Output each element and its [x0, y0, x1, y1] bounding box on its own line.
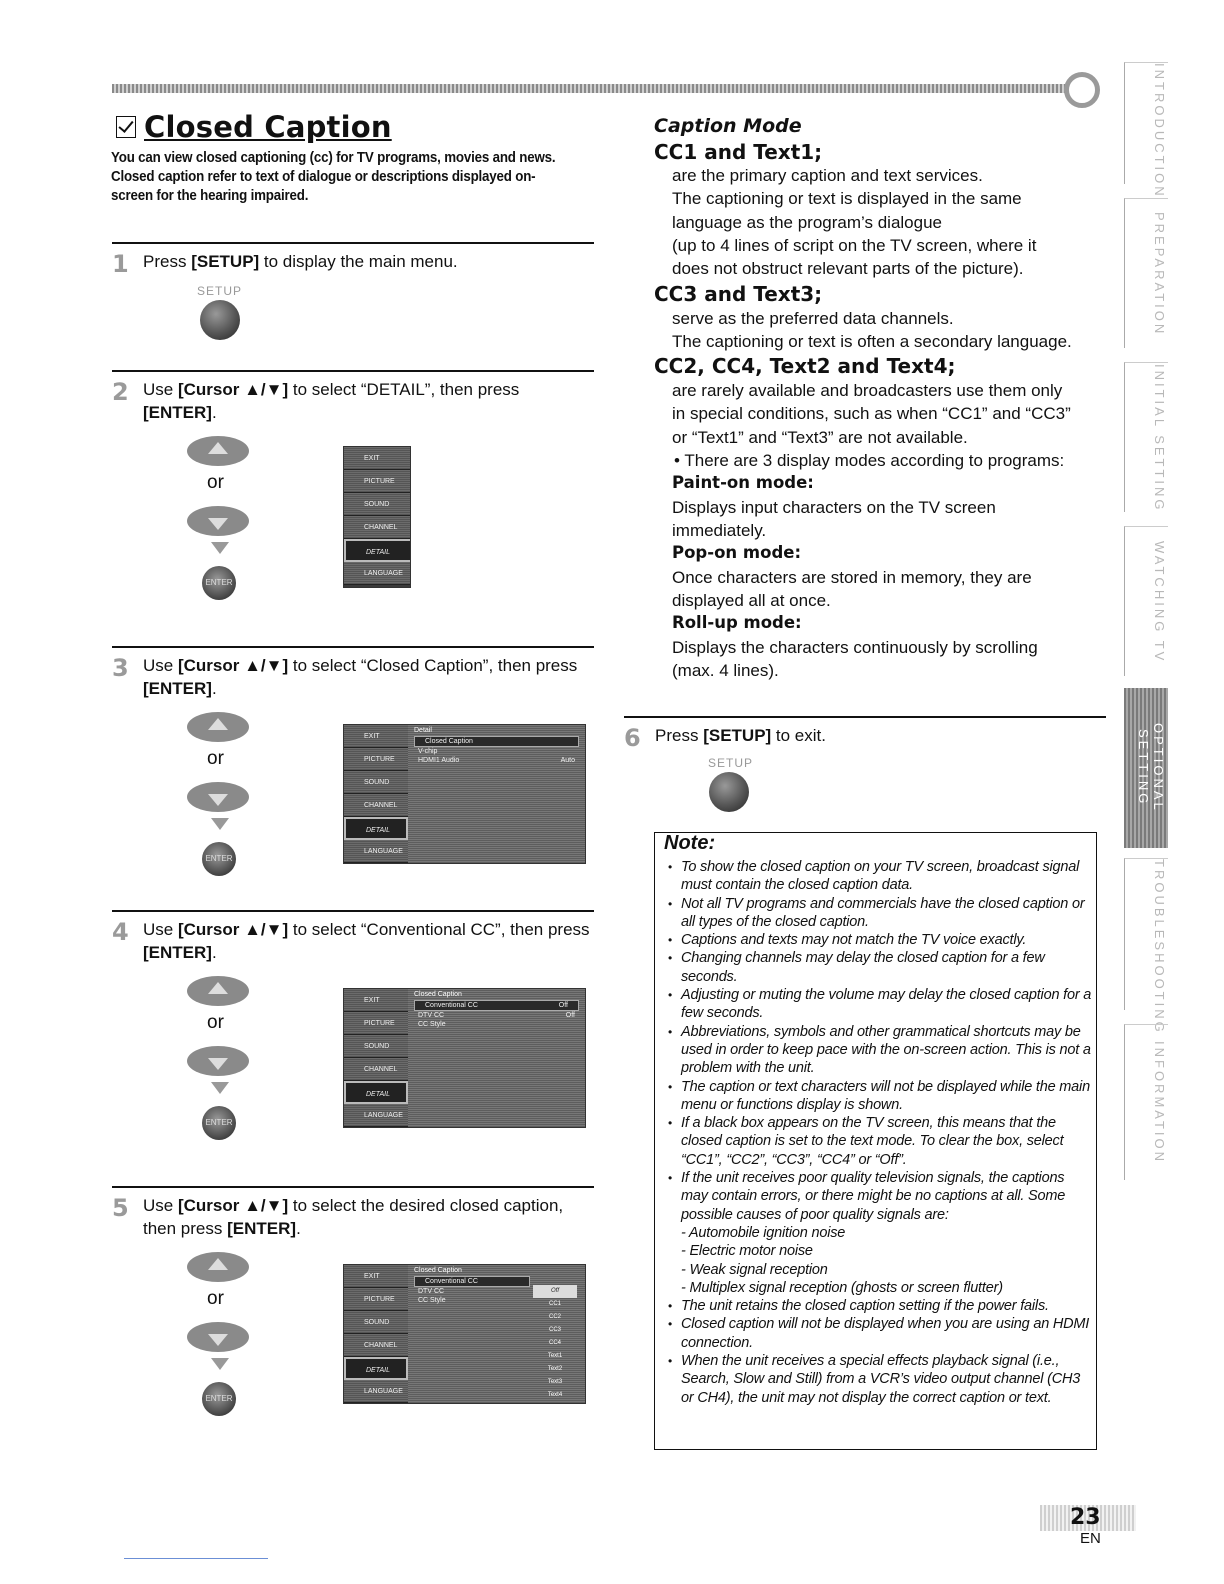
step-number: 2 [112, 378, 129, 406]
osd-main-menu [343, 446, 411, 588]
osd-value-list [533, 1285, 577, 1402]
osd-value: CC4 [548, 1340, 561, 1346]
osd-item-channel: CHANNEL [344, 516, 411, 539]
paint-on-heading: Paint-on mode: [672, 473, 814, 492]
osd-item-detail: DETAIL [344, 817, 408, 840]
or-label: or [207, 748, 224, 769]
osd-item-sound: SOUND [344, 1311, 408, 1334]
header-circle [1064, 72, 1100, 108]
osd-item-picture: PICTURE [344, 748, 408, 771]
cursor-down-button-icon [186, 1042, 250, 1080]
header-rule [112, 84, 1067, 93]
cc1-heading: CC1 and Text1; [654, 140, 823, 164]
osd-closed-caption-menu [343, 988, 586, 1128]
step-number: 5 [112, 1194, 129, 1222]
osd-item-language: LANGUAGE [344, 840, 408, 863]
or-label: or [207, 1288, 224, 1309]
setup-label: SETUP [197, 284, 243, 298]
roll-up-heading: Roll-up mode: [672, 613, 802, 632]
osd-row: Conventional CC [414, 1276, 530, 1287]
osd-row: V-chip [418, 748, 438, 755]
note-item: • Changing channels may delay the closed caption for a few seconds. [668, 949, 1092, 986]
cursor-down-button-icon [186, 1318, 250, 1356]
osd-header: Closed Caption [414, 991, 462, 998]
arrow-down-icon [211, 1358, 229, 1370]
setup-label: SETUP [708, 756, 754, 770]
osd-header: Closed Caption [414, 1267, 462, 1274]
step-text: Use [Cursor ▲/▼] to select “Closed Caption”, then press [ENTER]. [143, 656, 578, 698]
modes-bullet: • There are 3 display modes according to programs: [674, 451, 1065, 470]
osd-row: CC Style [418, 1021, 446, 1028]
step-6 [624, 716, 1106, 752]
roll-up-text: Displays the characters continuously by scrolling (max. 4 lines). [672, 638, 1038, 681]
note-item: • The caption or text characters will not be displayed while the main menu or functions display is shown. [668, 1078, 1092, 1115]
osd-value: CC2 [548, 1314, 561, 1320]
osd-item-channel: CHANNEL [344, 1334, 408, 1357]
bottom-rule [124, 1558, 268, 1559]
note-item: • The unit retains the closed caption setting if the power fails. [668, 1297, 1092, 1315]
note-subitem: - Automobile ignition noise [681, 1224, 846, 1241]
note-subitem: - Electric motor noise [681, 1243, 813, 1260]
osd-item-sound: SOUND [344, 1035, 408, 1058]
osd-row: DTV CC [418, 1288, 445, 1295]
note-subitem: - Multiplex signal reception (ghosts or screen flutter) [681, 1279, 1003, 1296]
osd-item-language: LANGUAGE [344, 1380, 408, 1403]
step-5 [112, 1186, 594, 1240]
page-number: 23 [1070, 1505, 1101, 1530]
setup-button-icon [200, 300, 240, 340]
osd-item-exit: EXIT [344, 447, 411, 470]
cc3-text: serve as the preferred data channels. The captioning or text is often a secondary language. [672, 309, 1072, 352]
side-tab-introduction[interactable]: INTRODUCTION [1124, 62, 1168, 184]
side-tab-troubleshooting[interactable]: TROUBLESHOOTING [1124, 858, 1168, 1010]
step-text: Use [Cursor ▲/▼] to select “Conventional CC”, then press [ENTER]. [143, 920, 590, 962]
cursor-up-button-icon [186, 972, 250, 1010]
osd-caption-values-menu [343, 1264, 586, 1404]
note-item: • If the unit receives poor quality television signals, the captions may contain errors, or there might be no captions at all. Some possible causes of poor quality signals are: [668, 1169, 1092, 1224]
note-item: • If a black box appears on the TV screen, this means that the closed caption is set to the text mode. To clear the box, select “CC1”, “CC2”, “CC3”, “CC4” or “Off”. [668, 1114, 1092, 1169]
osd-item-picture: PICTURE [344, 470, 411, 493]
osd-item-language: LANGUAGE [344, 562, 411, 585]
osd-item-channel: CHANNEL [344, 794, 408, 817]
cc2-text: are rarely available and broadcasters use them only in special conditions, such as when “CC1” and “CC3” or “Text1” and “Text3” are not available. [672, 381, 1071, 447]
side-tab-preparation[interactable]: PREPARATION [1124, 198, 1168, 348]
step-text: Use [Cursor ▲/▼] to select “DETAIL”, then press [ENTER]. [143, 380, 520, 422]
note-item: • Not all TV programs and commercials have the closed caption or all types of the closed caption. [668, 895, 1092, 932]
cursor-up-button-icon [186, 1248, 250, 1286]
note-item: • To show the closed caption on your TV screen, broadcast signal must contain the closed caption data. [668, 858, 1092, 895]
osd-row: Closed Caption [414, 736, 579, 747]
note-item: • Closed caption will not be displayed when you are using an HDMI connection. [668, 1315, 1092, 1352]
or-label: or [207, 472, 224, 493]
osd-item-sound: SOUND [344, 493, 411, 516]
cursor-down-button-icon [186, 778, 250, 816]
note-item: • Abbreviations, symbols and other grammatical shortcuts may be used in order to keep pace with the on-screen action. This is not a problem with the unit. [668, 1023, 1092, 1078]
caption-mode-title: Caption Mode [654, 115, 802, 137]
osd-item-detail: DETAIL [344, 1357, 408, 1380]
page-language: EN [1080, 1530, 1101, 1547]
step-3 [112, 646, 594, 700]
osd-value: Off [533, 1285, 577, 1298]
arrow-down-icon [211, 818, 229, 830]
osd-item-detail: DETAIL [344, 539, 411, 562]
or-label: or [207, 1012, 224, 1033]
step-2 [112, 370, 594, 424]
osd-detail-menu [343, 724, 586, 864]
osd-item-language: LANGUAGE [344, 1104, 408, 1127]
note-item: • Adjusting or muting the volume may delay the closed caption for a few seconds. [668, 986, 1092, 1023]
note-item: • When the unit receives a special effects playback signal (i.e., Search, Slow and Still) from a VCR’s video output channel (CH3 or CH4), the unit may not display the correct caption or text. [668, 1352, 1092, 1407]
cc3-heading: CC3 and Text3; [654, 282, 823, 306]
side-tab-watching-tv[interactable]: WATCHING TV [1124, 526, 1168, 676]
side-tab-optional-setting[interactable]: OPTIONAL SETTING [1124, 688, 1168, 848]
osd-row: HDMI1 Audio Auto [418, 757, 575, 764]
step-text: Use [Cursor ▲/▼] to select the desired closed caption, then press [ENTER]. [143, 1196, 564, 1238]
title-block [116, 110, 392, 144]
osd-value: CC3 [548, 1327, 561, 1333]
arrow-down-icon [211, 542, 229, 554]
step-number: 3 [112, 654, 129, 682]
osd-value: Text3 [547, 1379, 563, 1385]
osd-row: Conventional CC Off [414, 1000, 579, 1011]
arrow-down-icon [211, 1082, 229, 1094]
paint-on-text: Displays input characters on the TV screen immediately. [672, 498, 996, 541]
enter-button-icon: ENTER [202, 1106, 236, 1140]
osd-header: Detail [414, 727, 432, 734]
side-tab-initial-setting[interactable]: INITIAL SETTING [1124, 362, 1168, 512]
step-text: Press [SETUP] to display the main menu. [143, 252, 458, 271]
cc1-text: are the primary caption and text services. The captioning or text is displayed in the same language as the program’s dialogue (up to 4 lines of script on the TV screen, where it does not obstruct relevant parts of the picture). [672, 166, 1037, 279]
osd-row: CC Style [418, 1297, 446, 1304]
intro-text: You can view closed captioning (cc) for TV programs, movies and news. Closed caption refer to text of dialogue or descriptions displayed on-screen for the hearing impaired. [111, 150, 556, 204]
step-number: 6 [624, 724, 641, 752]
enter-button-icon: ENTER [202, 1382, 236, 1416]
page-title: Closed Caption [144, 110, 392, 144]
note-title: Note: [664, 832, 716, 854]
osd-item-exit: EXIT [344, 725, 408, 748]
step-number: 4 [112, 918, 129, 946]
osd-row: DTV CC Off [418, 1012, 575, 1019]
osd-item-exit: EXIT [344, 989, 408, 1012]
osd-value: Text4 [547, 1392, 563, 1398]
osd-value: Text1 [547, 1353, 563, 1359]
cursor-down-button-icon [186, 502, 250, 540]
note-item: • Captions and texts may not match the TV voice exactly. [668, 931, 1092, 949]
step-4 [112, 910, 594, 964]
osd-item-channel: CHANNEL [344, 1058, 408, 1081]
osd-item-picture: PICTURE [344, 1012, 408, 1035]
setup-button-icon [709, 772, 749, 812]
step-1 [112, 242, 594, 278]
cc2-heading: CC2, CC4, Text2 and Text4; [654, 354, 956, 378]
step-text: Press [SETUP] to exit. [655, 726, 826, 745]
note-subitem: - Weak signal reception [681, 1261, 828, 1278]
step-number: 1 [112, 250, 129, 278]
cursor-up-button-icon [186, 708, 250, 746]
note-list [668, 858, 1092, 1407]
cursor-up-button-icon [186, 432, 250, 470]
osd-value: Text2 [547, 1366, 563, 1372]
enter-button-icon: ENTER [202, 842, 236, 876]
osd-item-exit: EXIT [344, 1265, 408, 1288]
enter-button-icon: ENTER [202, 566, 236, 600]
osd-item-detail: DETAIL [344, 1081, 408, 1104]
osd-item-sound: SOUND [344, 771, 408, 794]
side-tab-information[interactable]: INFORMATION [1124, 1024, 1168, 1180]
checkbox-icon [116, 116, 136, 138]
pop-on-text: Once characters are stored in memory, they are displayed all at once. [672, 568, 1032, 611]
pop-on-heading: Pop-on mode: [672, 543, 802, 562]
osd-value: CC1 [548, 1301, 561, 1307]
osd-item-picture: PICTURE [344, 1288, 408, 1311]
